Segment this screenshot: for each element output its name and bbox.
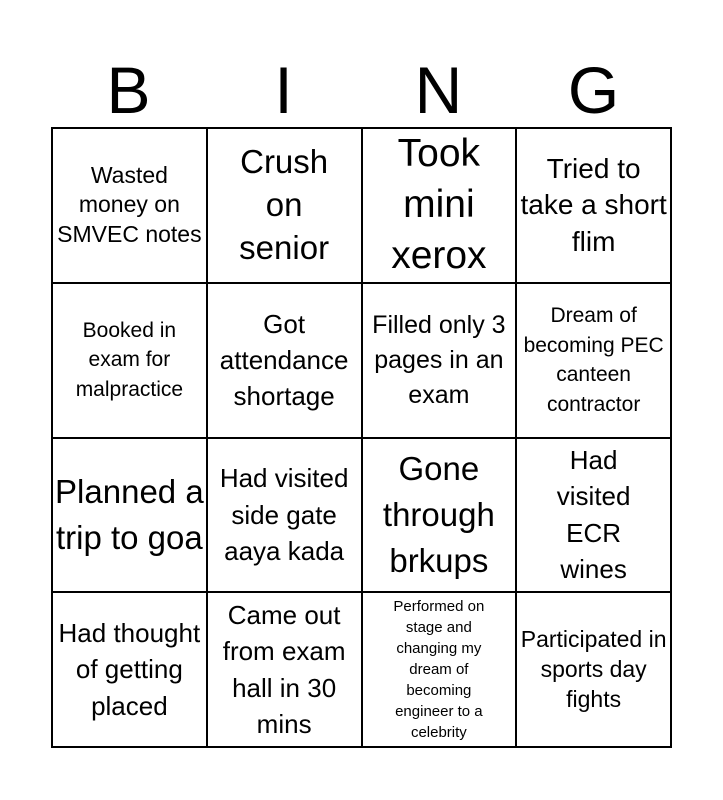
bingo-cell-text: Participated in sports day fights [520, 625, 667, 712]
bingo-cell-r1c4[interactable] [516, 128, 671, 283]
title-letter-b: B [106, 53, 151, 127]
bingo-title [51, 55, 671, 125]
bingo-cell-r3c1[interactable] [52, 438, 207, 593]
title-letter-g: G [567, 53, 620, 127]
bingo-grid [51, 127, 672, 748]
bingo-cell-r1c1[interactable] [52, 128, 207, 283]
bingo-cell-r3c4[interactable] [516, 438, 671, 593]
bingo-cell-text: Wasted money on SMVEC notes [57, 161, 202, 248]
bingo-cell-text: Planned a trip to goa [55, 472, 204, 556]
bingo-cell-r4c3[interactable] [362, 592, 517, 747]
bingo-cell-r3c3[interactable] [362, 438, 517, 593]
bingo-cell-r4c2[interactable] [207, 592, 362, 747]
bingo-cell-r2c2[interactable] [207, 283, 362, 438]
bingo-cell-text: Took mini xerox [391, 132, 487, 277]
bingo-cell-text: Crush on senior [239, 143, 330, 266]
bingo-cell-r2c1[interactable] [52, 283, 207, 438]
bingo-cell-text: Performed on stage and changing my dream of becoming engineer to a celebrity [393, 598, 485, 742]
bingo-cell-r1c2[interactable] [207, 128, 362, 283]
bingo-cell-text: Tried to take a short flim [520, 152, 667, 257]
bingo-cell-text: Filled only 3 pages in an exam [372, 310, 506, 409]
bingo-cell-text: Came out from exam hall in 30 mins [222, 599, 346, 740]
bingo-cell-text: Booked in exam for malpractice [75, 319, 184, 401]
title-letter-i: I [274, 53, 293, 127]
bingo-cell-text: Dream of becoming PEC canteen contractor [523, 304, 664, 416]
bingo-cell-text: Had visited ECR wines [556, 445, 631, 585]
bingo-cell-text: Got attendance shortage [219, 308, 349, 412]
bingo-cell-text: Gone through brkups [382, 449, 495, 579]
bingo-cell-r2c4[interactable] [516, 283, 671, 438]
bingo-cell-text: Had thought of getting placed [58, 618, 201, 721]
bingo-cell-r4c1[interactable] [52, 592, 207, 747]
title-letter-n: N [414, 53, 463, 127]
bingo-cell-r2c3[interactable] [362, 283, 517, 438]
bingo-cell-r4c4[interactable] [516, 592, 671, 747]
bingo-cell-text: Had visited side gate aaya kada [219, 463, 349, 567]
bingo-cell-r3c2[interactable] [207, 438, 362, 593]
bingo-cell-r1c3[interactable] [362, 128, 517, 283]
